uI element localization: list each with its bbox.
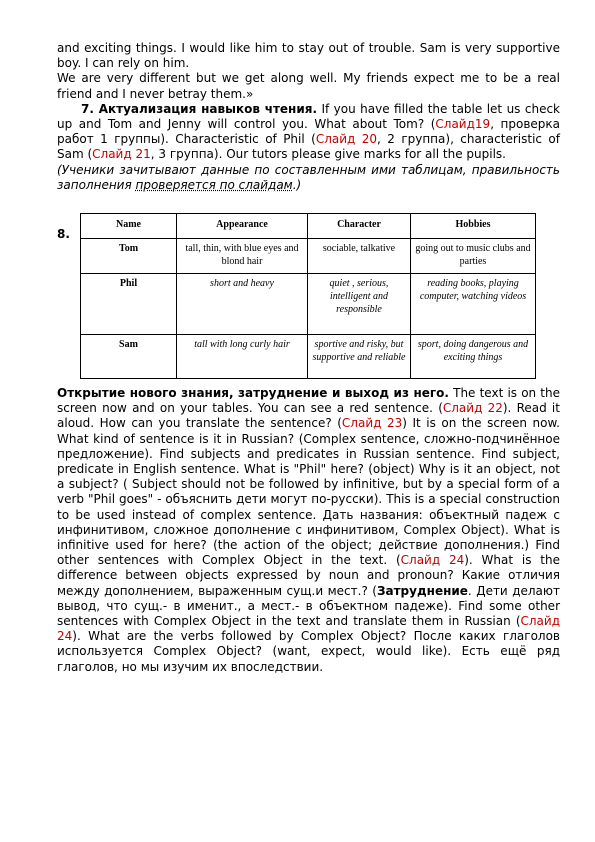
header-hobbies: Hobbies <box>411 214 536 239</box>
characteristics-table <box>80 213 536 379</box>
cell-appearance: tall, thin, with blue eyes and blond hair <box>177 239 308 274</box>
table-header-row <box>81 214 536 239</box>
text-run: (Ученики зачитывают данные по составленным ими таблицам, правильность заполнения <box>57 162 560 192</box>
cell-character: sociable, talkative <box>308 239 411 274</box>
cell-appearance: tall with long curly hair <box>177 335 308 379</box>
table-row <box>81 239 536 274</box>
slide-ref-19: Слайд19 <box>435 117 491 132</box>
table-row <box>81 274 536 335</box>
new-knowledge-heading: Открытие нового знания, затруднение и выход из него. <box>57 386 449 401</box>
text-run: проверяется по слайдам <box>135 177 293 192</box>
text-run: ). What are the verbs followed by Complex Object? После каких глаголов используется Complex Object? (want, expect, would like). Есть ещё ряд глаголов, но мы изучим их впоследствии. <box>57 629 560 674</box>
section-7-heading: 7. Актуализация навыков чтения. <box>81 101 318 116</box>
cell-hobbies: sport, doing dangerous and exciting things <box>411 335 536 379</box>
new-knowledge-paragraph <box>57 386 560 675</box>
slide-ref-24: Слайд 24 <box>400 553 465 568</box>
text-run: .) <box>292 177 302 192</box>
text-run: ) It is on the screen now. What kind of sentence is it in Russian? (Complex sentence, сложно-подчинённое предложение). Find subjects and predicates in Russian sentence. Find subject, predicate in English sentence. What is "Phil" here? (object) Why is it an object, not a subject? ( Subject should not be followed by infinitive, but by a special form of a verb "Phil goes" - объяснить дети могут по-русски). This is a special construction to be used instead of complex sentence. Дать названия: объектный падеж с инфинитивом, сложное дополнение с инфинитивом, Complex Object). What is infinitive used for here? (the action of the object; действие дополнения.) Find other sentences with Complex Object in the text. ( <box>57 416 560 568</box>
text-run: The text is on the screen now and on your tables. You can see a red sentence. ( <box>57 386 560 416</box>
cell-name: Phil <box>81 274 177 335</box>
slide-ref-22: Слайд 22 <box>442 401 503 416</box>
cell-name: Tom <box>81 239 177 274</box>
text-run: If you have filled the table let us check up and Tom and Jenny will control you. What about Tom? ( <box>57 101 561 132</box>
text-run: . Дети делают вывод, что сущ.- в именит., а мест.- в объектном падеже). Find some other sentences with Complex Object in the text and translate them in Russian ( <box>57 583 560 629</box>
section-number: 8. <box>57 227 70 242</box>
table-row <box>81 335 536 379</box>
cell-hobbies: reading books, playing computer, watching videos <box>411 274 536 335</box>
text-run: , 3 группа). Our tutors please give marks for all the pupils. <box>150 147 506 162</box>
table-section <box>57 213 560 379</box>
cell-character: sportive and risky, but supportive and reliable <box>308 335 411 379</box>
header-character: Character <box>308 214 411 239</box>
slide-ref-20: Слайд 20 <box>315 132 378 147</box>
header-appearance: Appearance <box>177 214 308 239</box>
italic-note <box>57 163 560 193</box>
text-run: ). What is the difference between objects expressed by noun and pronoun? Какие отличия между дополнением, выраженным сущ.и мест.? ( <box>57 553 561 598</box>
paragraph-1: and exciting things. I would like him to stay out of trouble. Sam is very supportive boy. I can rely on him. <box>57 41 560 71</box>
cell-name: Sam <box>81 335 177 379</box>
text-run: , 2 группа), characteristic of Sam ( <box>57 132 560 162</box>
section-7-paragraph <box>57 102 560 163</box>
text-run: ). Read it aloud. How can you translate the sentence? ( <box>57 401 560 431</box>
slide-ref-23: Слайд 23 <box>341 416 403 431</box>
header-name: Name <box>81 214 177 239</box>
cell-appearance: short and heavy <box>177 274 308 335</box>
text-run: , проверка работ 1 группы). Characteristic of Phil ( <box>57 117 560 147</box>
difficulty-label: Затруднение <box>376 583 468 598</box>
cell-character: quiet , serious, intelligent and responsible <box>308 274 411 335</box>
slide-ref-24: Слайд 24 <box>57 614 560 644</box>
paragraph-2: We are very different but we get along well. My friends expect me to be a real friend and I never betray them.» <box>57 71 560 101</box>
cell-hobbies: going out to music clubs and parties <box>411 239 536 274</box>
document-page <box>57 41 560 675</box>
slide-ref-21: Слайд 21 <box>92 147 151 162</box>
